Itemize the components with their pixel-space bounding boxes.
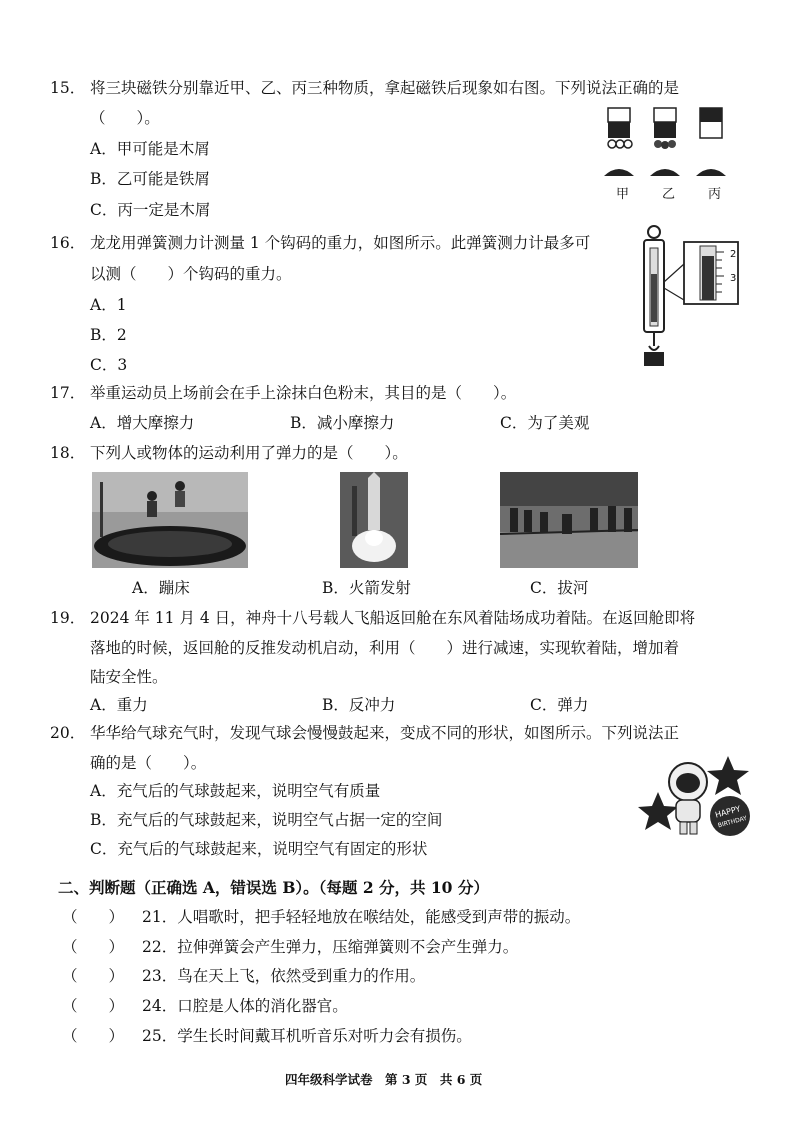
judge-item-21: 21．人唱歌时，把手轻轻地放在喉结处，能感受到声带的振动。 <box>142 908 581 926</box>
q17-option-c: C．为了美观 <box>500 414 590 432</box>
q16-stem-line1: 龙龙用弹簧测力计测量 1 个钩码的重力，如图所示。此弹簧测力计最多可 <box>90 234 591 252</box>
q15-number: 15． <box>50 79 86 97</box>
balloon-round-icon <box>710 796 750 836</box>
q16-option-a: A．1 <box>90 296 127 314</box>
judge-paren-23[interactable]: （ ） <box>62 967 125 985</box>
spring-scale-icon <box>644 226 664 366</box>
judge-paren-25[interactable]: （ ） <box>62 1027 125 1045</box>
trampoline-photo <box>92 472 248 568</box>
label-jia: 甲 <box>616 187 630 202</box>
magnet-yi-icon <box>650 108 680 176</box>
q19-stem-line1: 2024 年 11 月 4 日，神舟十八号载人飞船返回舱在东风着陆场成功着陆。在返回舱即将 <box>90 609 696 627</box>
q17-stem: 举重运动员上场前会在手上涂抹白色粉末，其目的是（ ）。 <box>90 384 517 402</box>
page-footer: 四年级科学试卷 第 3 页 共 6 页 <box>285 1072 483 1087</box>
q19-option-a: A．重力 <box>90 696 148 714</box>
q19-option-c: C．弹力 <box>530 696 589 714</box>
q19-stem-line3: 陆安全性。 <box>90 668 168 686</box>
q20-number: 20． <box>50 724 86 742</box>
q20-option-b: B．充气后的气球鼓起来，说明空气占据一定的空间 <box>90 811 443 829</box>
q17-number: 17． <box>50 384 86 402</box>
judge-paren-24[interactable]: （ ） <box>62 997 125 1015</box>
q15-stem-line2: （ ）。 <box>90 109 160 127</box>
q19-option-b: B．反冲力 <box>322 696 396 714</box>
label-yi: 乙 <box>662 187 676 202</box>
scale-mark-bottom: 3 <box>730 273 737 284</box>
q15-stem-line1: 将三块磁铁分别靠近甲、乙、丙三种物质，拿起磁铁后现象如右图。下列说法正确的是 <box>90 79 680 97</box>
q20-option-a: A．充气后的气球鼓起来，说明空气有质量 <box>90 782 381 800</box>
judge-item-25: 25．学生长时间戴耳机听音乐对听力会有损伤。 <box>142 1027 472 1045</box>
scale-mark-top: 2 <box>730 249 737 260</box>
judge-item-23: 23．鸟在天上飞，依然受到重力的作用。 <box>142 967 426 985</box>
judge-paren-21[interactable]: （ ） <box>62 908 125 926</box>
magnet-bing-icon <box>696 108 726 176</box>
q16-option-c: C．3 <box>90 356 128 374</box>
label-bing: 丙 <box>708 187 722 202</box>
magnet-jia-icon <box>604 108 634 176</box>
q18-number: 18． <box>50 444 86 462</box>
q18-option-b: B．火箭发射 <box>322 579 411 597</box>
spring-scale-figure <box>628 222 743 370</box>
judge-paren-22[interactable]: （ ） <box>62 938 125 956</box>
tug-of-war-photo <box>500 472 638 568</box>
q17-option-a: A．增大摩擦力 <box>90 414 195 432</box>
q19-number: 19． <box>50 609 86 627</box>
q15-option-a: A．甲可能是木屑 <box>90 140 210 158</box>
q18-option-a: A．蹦床 <box>132 579 190 597</box>
q17-option-b: B．减小摩擦力 <box>290 414 395 432</box>
q16-stem-line2: 以测（ ）个钩码的重力。 <box>90 265 292 283</box>
section2-title: 二、判断题（正确选 A，错误选 B）。（每题 2 分，共 10 分） <box>58 878 489 897</box>
judge-item-22: 22．拉伸弹簧会产生弹力，压缩弹簧则不会产生弹力。 <box>142 938 519 956</box>
q15-option-c: C．丙一定是木屑 <box>90 201 211 219</box>
q18-option-c: C．拔河 <box>530 579 589 597</box>
q19-stem-line2: 落地的时候，返回舱的反推发动机启动，利用（ ）进行减速，实现软着陆，增加着 <box>90 639 680 657</box>
q15-option-b: B．乙可能是铁屑 <box>90 170 210 188</box>
q20-option-c: C．充气后的气球鼓起来，说明空气有固定的形状 <box>90 840 428 858</box>
q18-stem: 下列人或物体的运动利用了弹力的是（ ）。 <box>90 444 408 462</box>
q20-stem-line2: 确的是（ ）。 <box>90 754 207 772</box>
q20-stem-line1: 华华给气球充气时，发现气球会慢慢鼓起来，变成不同的形状，如图所示。下列说法正 <box>90 724 680 742</box>
rocket-launch-photo <box>340 472 408 568</box>
balloon-astronaut-icon <box>669 763 707 834</box>
balloon-text-birthday: BIRTHDAY <box>717 814 748 830</box>
balloon-text-happy: HAPPY <box>714 804 742 820</box>
balloon-figure <box>636 748 754 840</box>
q16-number: 16． <box>50 234 86 252</box>
q16-option-b: B．2 <box>90 326 127 344</box>
judge-item-24: 24．口腔是人体的消化器官。 <box>142 997 348 1015</box>
